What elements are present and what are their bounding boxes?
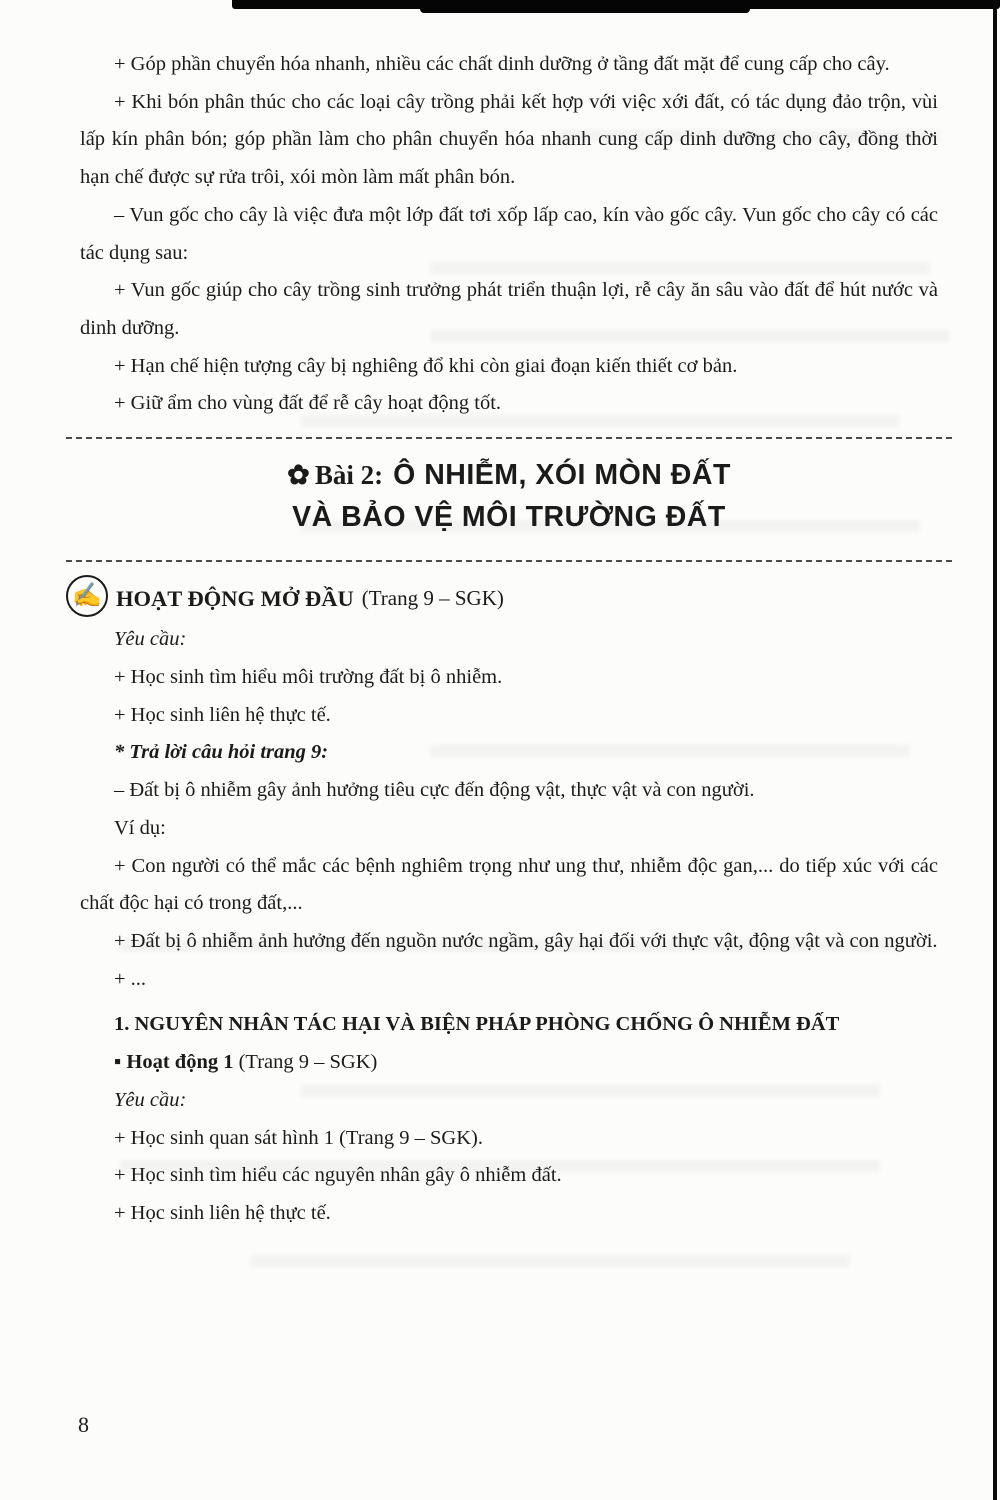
hand-writing-icon: ✍: [66, 575, 108, 617]
activity1-label: ▪ Hoạt động 1: [114, 1051, 234, 1074]
paragraph: + Khi bón phân thúc cho các loại cây trồng phải kết hợp với việc xới đất, có tác dụng đảo trộn, vùi lấp kín phân bón; góp phần làm cho phân chuyển hóa nhanh cung cấp dinh dưỡng cho cây, đồng thời hạn chế được sự rửa trôi, xói mòn làm mất phân bón.: [80, 90, 938, 189]
requirement-item: + Học sinh liên hệ thực tế.: [114, 703, 331, 726]
activity-page-ref: (Trang 9 – SGK): [361, 586, 504, 611]
flower-icon: ✿: [287, 460, 310, 491]
dashed-divider-bottom: [66, 560, 952, 562]
activity1-page-ref: (Trang 9 – SGK): [238, 1051, 378, 1074]
lesson-heading-line1: [80, 455, 938, 496]
requirements-label: Yêu cầu:: [114, 1088, 187, 1111]
lesson-title-line1: Ô NHIỄM, XÓI MÒN ĐẤT: [393, 459, 731, 492]
requirement-item: + Học sinh tìm hiểu các nguyên nhân gây ô nhiễm đất.: [114, 1164, 562, 1187]
activity-header: [72, 578, 938, 619]
requirement-item: + Học sinh quan sát hình 1 (Trang 9 – SGK).: [114, 1126, 483, 1149]
section-title: 1. NGUYÊN NHÂN TÁC HẠI VÀ BIỆN PHÁP PHÒNG CHỐNG Ô NHIỄM ĐẤT: [114, 1013, 840, 1036]
example-item: + ...: [114, 967, 147, 990]
paragraph: + Hạn chế hiện tượng cây bị nghiêng đổ khi còn giai đoạn kiến thiết cơ bản.: [114, 354, 738, 377]
paragraph: – Vun gốc cho cây là việc đưa một lớp đất tơi xốp lấp cao, kín vào gốc cây. Vun gốc cho cây có các tác dụng sau:: [80, 203, 938, 264]
paragraph: + Vun gốc giúp cho cây trồng sinh trưởng phát triển thuận lợi, rễ cây ăn sâu vào đất để hút nước và dinh dưỡng.: [80, 279, 938, 340]
lesson-label: Bài 2:: [314, 460, 384, 491]
answer-label: * Trả lời câu hỏi trang 9:: [114, 741, 329, 764]
bleed-through-mark: [250, 1255, 850, 1267]
activity-title: HOẠT ĐỘNG MỞ ĐẦU: [116, 585, 354, 611]
requirement-item: + Học sinh liên hệ thực tế.: [114, 1201, 331, 1224]
answer-item: – Đất bị ô nhiễm gây ảnh hưởng tiêu cực đến động vật, thực vật và con người.: [114, 779, 755, 802]
paragraph: + Giữ ẩm cho vùng đất để rễ cây hoạt động tốt.: [114, 392, 502, 415]
example-label: Ví dụ:: [114, 816, 166, 839]
example-item: + Đất bị ô nhiễm ảnh hưởng đến nguồn nước ngầm, gây hại đối với thực vật, động vật và con người.: [114, 929, 938, 952]
lesson-title-line2: VÀ BẢO VỆ MÔI TRƯỜNG ĐẤT: [292, 500, 726, 533]
paragraph: + Góp phần chuyển hóa nhanh, nhiều các chất dinh dưỡng ở tầng đất mặt để cung cấp cho cây.: [114, 53, 890, 75]
example-item: + Con người có thể mắc các bệnh nghiêm trọng như ung thư, nhiễm độc gan,... do tiếp xúc với các chất độc hại có trong đất,...: [80, 854, 938, 915]
lesson-heading: [80, 439, 938, 550]
requirement-item: + Học sinh tìm hiểu môi trường đất bị ô nhiễm.: [114, 665, 503, 688]
page-number: 8: [78, 1412, 89, 1437]
requirements-label: Yêu cầu:: [114, 628, 187, 651]
activity1-header: [80, 1044, 938, 1082]
